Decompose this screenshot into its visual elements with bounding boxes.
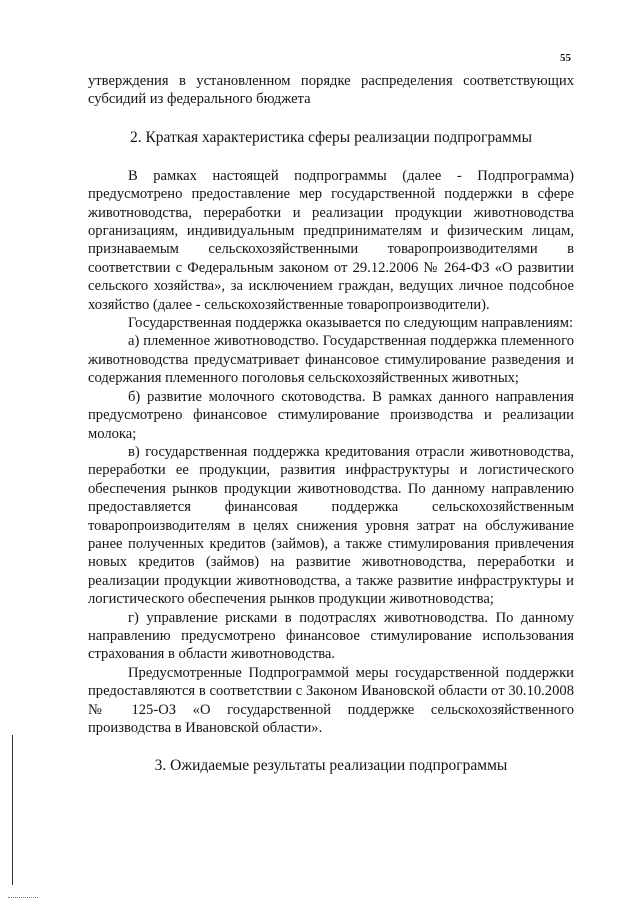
document-body	[88, 72, 574, 775]
scan-edge-line	[12, 735, 13, 885]
section-2-heading: 2. Краткая характеристика сферы реализации подпрограммы	[129, 128, 533, 146]
page-number: 55	[560, 52, 571, 64]
intro-paragraph: утверждения в установленном порядке распределения соответствующих субсидий из федерального бюджета	[88, 73, 574, 108]
list-item-b: б) развитие молочного скотоводства. В рамках данного направления предусмотрено финансовое стимулирование производства и реализации молока;	[88, 388, 574, 442]
list-item-a: а) племенное животноводство. Государственная поддержка племенного животноводства предусматривает финансовое стимулирование разведения и содержания племенного поголовья сельскохозяйственных животных;	[88, 333, 574, 387]
section-3-heading: 3. Ожидаемые результаты реализации подпрограммы	[154, 757, 508, 775]
section-2-paragraph-2: Государственная поддержка оказывается по следующим направлениям:	[128, 315, 574, 332]
list-item-g: г) управление рисками в подотраслях животноводства. По данному направлению предусмотрено финансовое стимулирование использования страхования в области животноводства.	[88, 609, 574, 663]
list-item-v: в) государственная поддержка кредитования отрасли животноводства, переработки ее продукции, развития инфраструктуры и логистического обеспечения рынков продукции животноводства. По данному направлению предоставляется финансовая поддержка сельскохозяйственным товаропроизводителям в целях снижения уровня затрат на обслуживание ранее полученных кредитов (займов), а также стимулирования привлечения новых кредитов (займов) на развитие животноводства, переработки и реализации продукции животноводства, а также развитие инфраструктуры и логистического обеспечения рынков продукции животноводства;	[88, 443, 574, 608]
section-2-final-paragraph: Предусмотренные Подпрограммой меры государственной поддержки предоставляются в соответствии с Законом Ивановской области от 30.10.2008 № 125-ОЗ «О государственной поддержке сельскохозяйственного производства в Ивановской области».	[88, 664, 574, 736]
scan-edge-dots	[8, 897, 38, 900]
section-2-paragraph-1: В рамках настоящей подпрограммы (далее - Подпрограмма) предусмотрено предоставление мер государственной поддержки в сфере животноводства, переработки и реализации продукции животноводства организациям, индивидуальным предпринимателям и физическим лицам, признаваемым сельскохозяйственными товаропроизводителями в соответствии с Федеральным законом от 29.12.2006 № 264-ФЗ «О развитии сельского хозяйства», за исключением граждан, ведущих личное подсобное хозяйство (далее - сельскохозяйственные товаропроизводители).	[88, 167, 574, 313]
